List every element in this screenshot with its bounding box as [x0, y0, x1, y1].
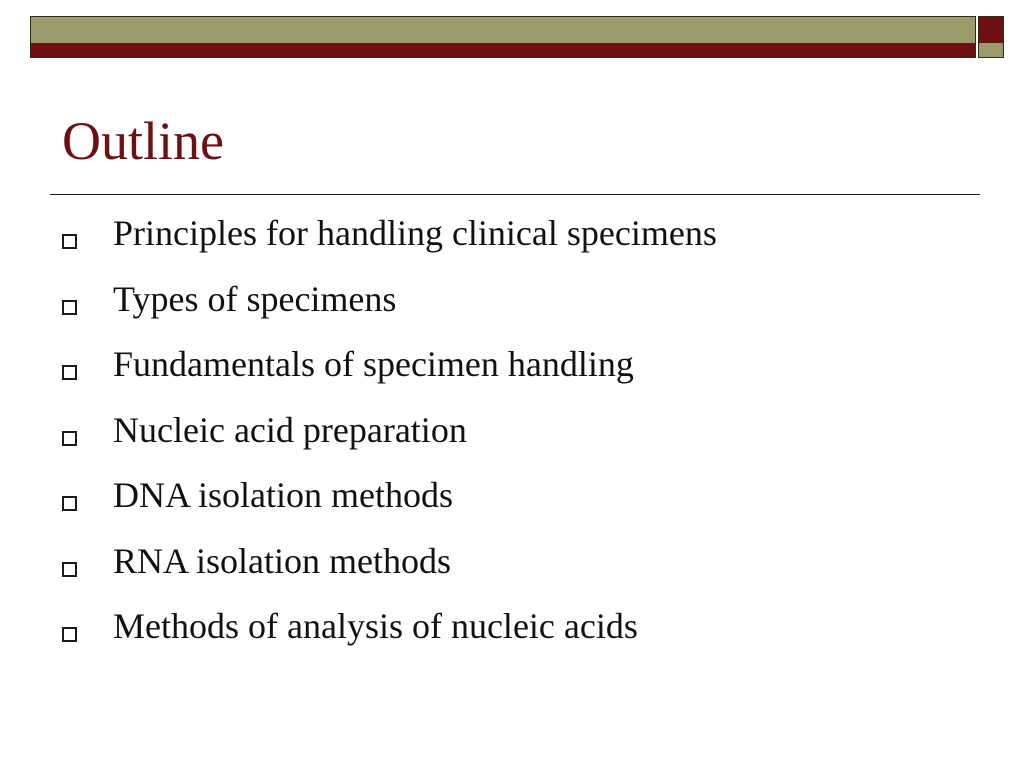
- list-item: [62, 542, 717, 608]
- bullet-text: RNA isolation methods: [113, 540, 452, 581]
- list-item: [62, 280, 717, 346]
- bullet-text: Nucleic acid preparation: [113, 409, 467, 450]
- bullet-list: [62, 214, 717, 673]
- slide-title: Outline: [62, 111, 224, 171]
- hollow-square-icon: [62, 234, 77, 249]
- banner-olive-stripe: [31, 17, 975, 43]
- hollow-square-icon: [62, 431, 77, 446]
- title-divider: [50, 194, 980, 195]
- corner-maroon-square: [979, 17, 1003, 43]
- hollow-square-icon: [62, 562, 77, 577]
- bullet-text: DNA isolation methods: [113, 475, 453, 515]
- hollow-square-icon: [62, 300, 77, 315]
- header-banner: [30, 16, 976, 58]
- hollow-square-icon: [62, 365, 77, 380]
- hollow-square-icon: [62, 627, 77, 642]
- corner-olive-square: [979, 43, 1003, 58]
- list-item: [62, 607, 717, 673]
- bullet-text: Types of specimens: [113, 278, 397, 319]
- list-item: [62, 476, 717, 542]
- hollow-square-icon: [62, 496, 77, 511]
- list-item: [62, 345, 717, 411]
- bullet-text: Principles for handling clinical specimens: [113, 213, 717, 253]
- list-item: [62, 411, 717, 477]
- banner-maroon-stripe: [31, 43, 975, 58]
- bullet-text: Fundamentals of specimen handling: [113, 344, 634, 384]
- bullet-text: Methods of analysis of nucleic acids: [113, 606, 638, 646]
- banner-corner-block: [978, 16, 1004, 58]
- list-item: [62, 214, 717, 280]
